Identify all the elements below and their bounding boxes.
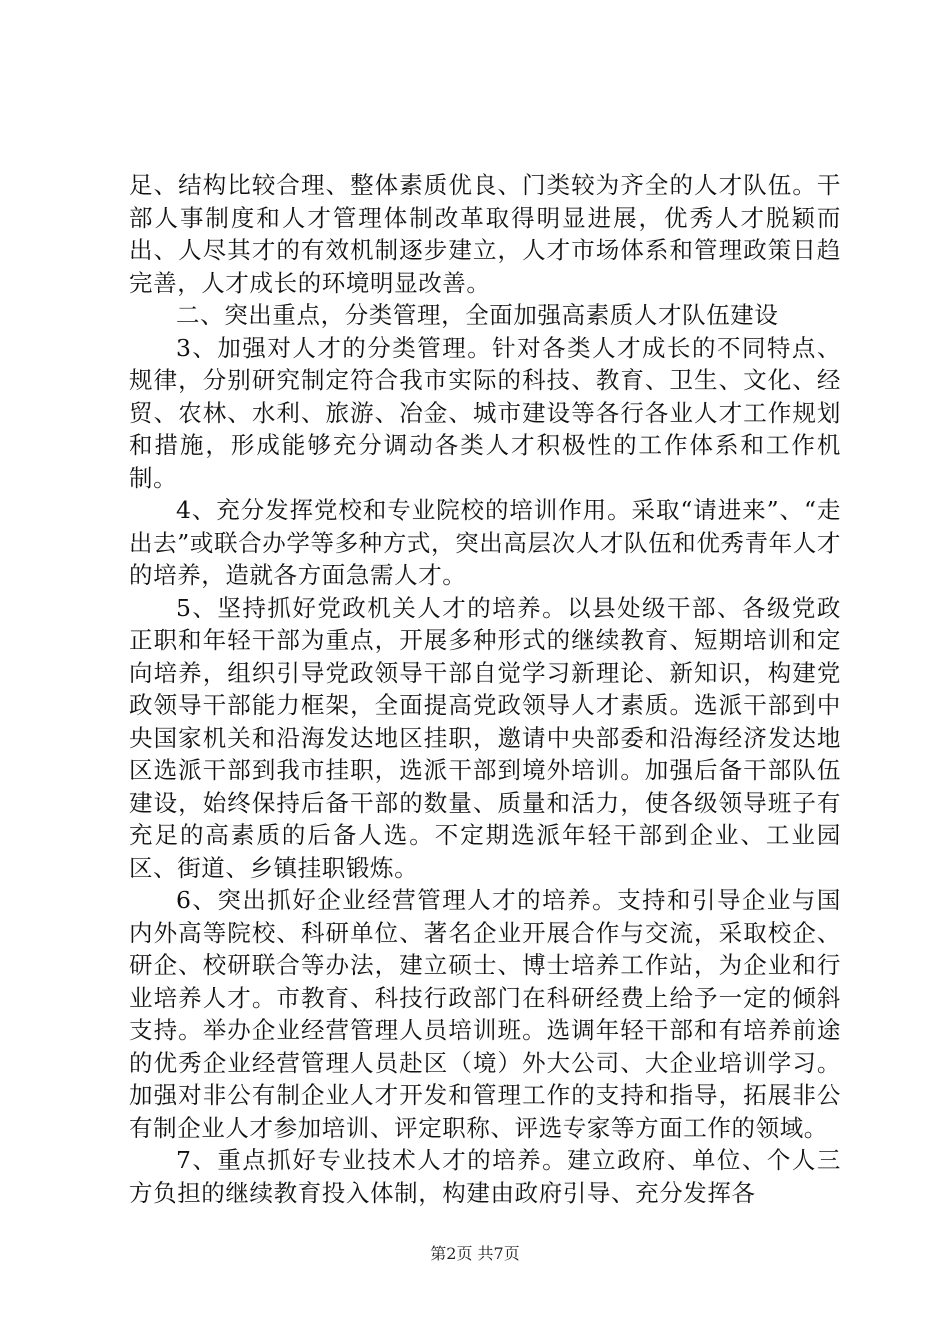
- paragraph-item-5: 5、坚持抓好党政机关人才的培养。以县处级干部、各级党政正职和年轻干部为重点，开展多种形式的继续教育、短期培训和定向培养，组织引导党政领导干部自觉学习新理论、新知识，构建党政领导干部能力框架，全面提高党政领导人才素质。选派干部到中央国家机关和沿海发达地区挂职，邀请中央部委和沿海经济发达地区选派干部到我市挂职，选派干部到境外培训。加强后备干部队伍建设，始终保持后备干部的数量、质量和活力，使各级领导班子有充足的高素质的后备人选。不定期选派年轻干部到企业、工业园区、街道、乡镇挂职锻炼。: [129, 593, 841, 882]
- paragraph-item-4: 4、充分发挥党校和专业院校的培训作用。采取“请进来”、“走出去”或联合办学等多种方式，突出高层次人才队伍和优秀青年人才的培养，造就各方面急需人才。: [129, 496, 841, 589]
- paragraph-item-6: 6、突出抓好企业经营管理人才的培养。支持和引导企业与国内外高等院校、科研单位、著名企业开展合作与交流，采取校企、研企、校研联合等办法，建立硕士、博士培养工作站，为企业和行业培养人才。市教育、科技行政部门在科研经费上给予一定的倾斜支持。举办企业经营管理人员培训班。选调年轻干部和有培养前途的优秀企业经营管理人员赴区（境）外大公司、大企业培训学习。加强对非公有制企业人才开发和管理工作的支持和指导，拓展非公有制企业人才参加培训、评定职称、评选专家等方面工作的领域。: [129, 886, 841, 1142]
- paragraph-item-3: 3、加强对人才的分类管理。针对各类人才成长的不同特点、规律，分别研究制定符合我市实际的科技、教育、卫生、文化、经贸、农林、水利、旅游、冶金、城市建设等各行各业人才工作规划和措施，形成能够充分调动各类人才积极性的工作体系和工作机制。: [129, 333, 841, 492]
- paragraph-continuation: 足、结构比较合理、整体素质优良、门类较为齐全的人才队伍。干部人事制度和人才管理体制改革取得明显进展，优秀人才脱颖而出、人尽其才的有效机制逐步建立，人才市场体系和管理政策日趋完善，人才成长的环境明显改善。: [129, 171, 841, 297]
- page-number-footer: 第2页 共7页: [430, 1244, 520, 1263]
- document-body: [129, 169, 841, 1209]
- section-heading: 二、突出重点，分类管理，全面加强高素质人才队伍建设: [176, 301, 779, 329]
- paragraph-item-7: 7、重点抓好专业技术人才的培养。建立政府、单位、个人三方负担的继续教育投入体制，构建由政府引导、充分发挥各: [129, 1146, 841, 1207]
